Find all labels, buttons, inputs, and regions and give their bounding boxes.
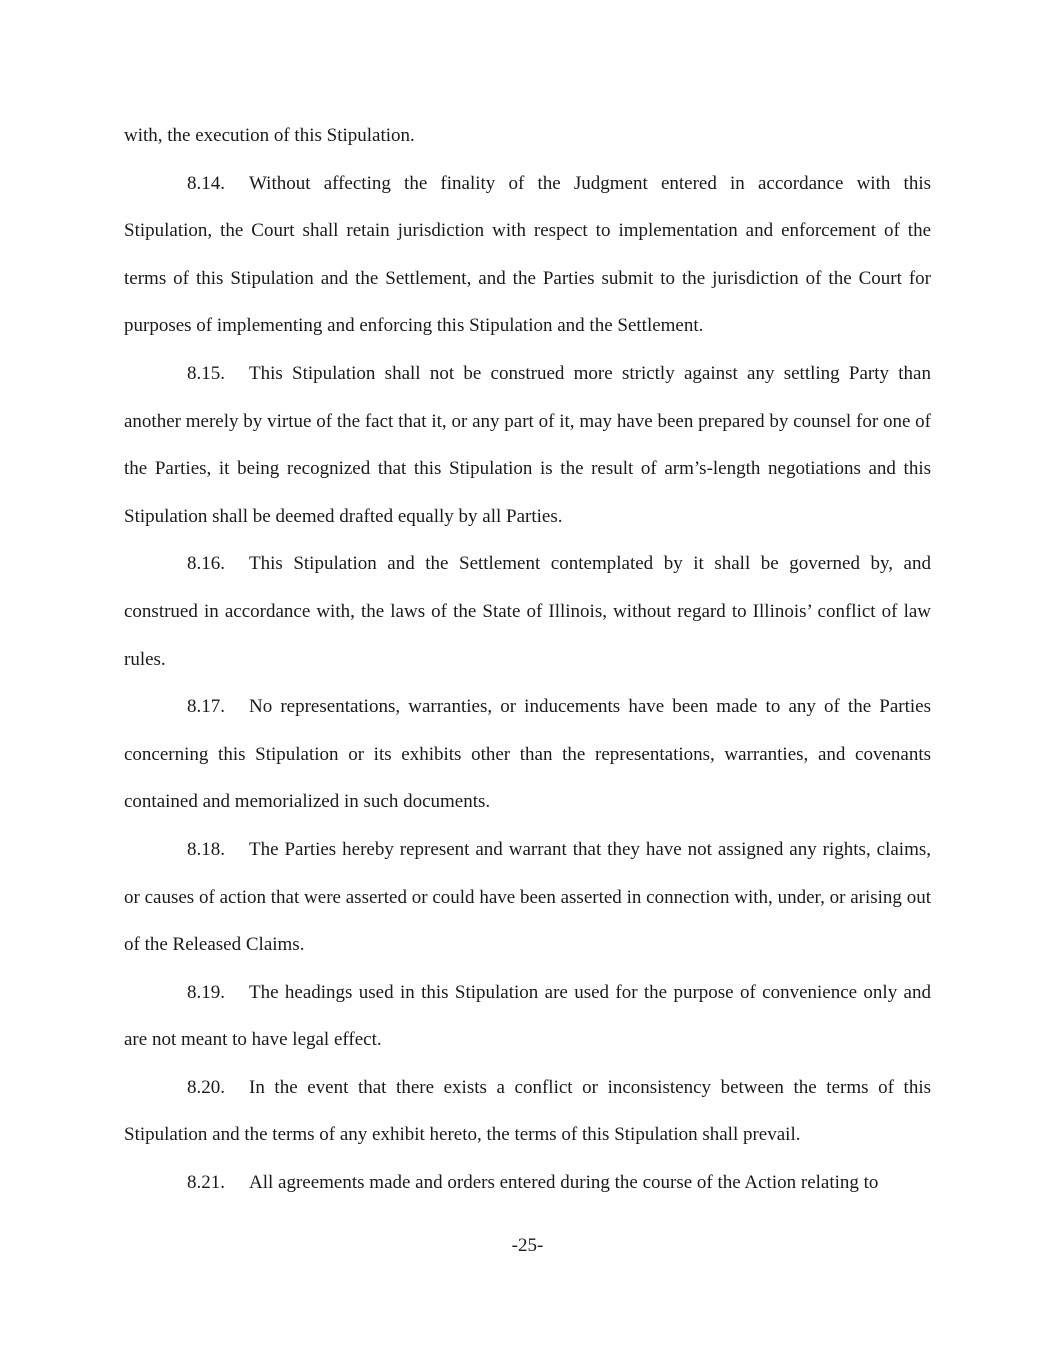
paragraph-8-19	[124, 969, 931, 1064]
paragraph-text: No representations, warranties, or inducements have been made to any of the Parties concerning this Stipulation or its exhibits other than the representations, warranties, and covenants contained and memorialized in such documents.	[124, 696, 931, 813]
paragraph-text: This Stipulation shall not be construed more strictly against any settling Party than another merely by virtue of the fact that it, or any part of it, may have been prepared by counsel for one of the Parties, it being recognized that this Stipulation is the result of arm’s-length negotiations and this Stipulation shall be deemed drafted equally by all Parties.	[124, 362, 931, 527]
paragraph-8-17	[124, 683, 931, 826]
paragraph-8-16	[124, 540, 931, 683]
continuation-paragraph: with, the execution of this Stipulation.	[124, 125, 415, 146]
paragraph-text: The headings used in this Stipulation are used for the purpose of convenience only and are not meant to have legal effect.	[124, 981, 931, 1051]
paragraph-number: 8.15.	[187, 362, 225, 384]
paragraph-text: All agreements made and orders entered during the course of the Action relating to	[249, 1172, 879, 1194]
paragraph-number: 8.17.	[187, 696, 225, 718]
paragraph-8-21	[124, 1159, 931, 1207]
paragraph-number: 8.21.	[187, 1172, 225, 1194]
paragraph-8-14	[124, 160, 931, 350]
paragraph-text: The Parties hereby represent and warrant that they have not assigned any rights, claims, or causes of action that were asserted or could have been asserted in connection with, under, or arising out of the Released Claims.	[124, 838, 931, 956]
paragraph-number: 8.18.	[187, 838, 225, 860]
paragraph-number: 8.20.	[187, 1076, 225, 1098]
paragraph-number: 8.19.	[187, 981, 225, 1003]
paragraph-number: 8.14.	[187, 172, 225, 194]
document-body	[124, 112, 931, 1207]
paragraph-text: This Stipulation and the Settlement contemplated by it shall be governed by, and construed in accordance with, the laws of the State of Illinois, without regard to Illinois’ conflict of law rules.	[124, 553, 931, 670]
page-number: -25-	[511, 1235, 544, 1256]
paragraph-text: Without affecting the finality of the Judgment entered in accordance with this Stipulation, the Court shall retain jurisdiction with respect to implementation and enforcement of the terms of this Stipulation and the Settlement, and the Parties submit to the jurisdiction of the Court for purposes of implementing and enforcing this Stipulation and the Settlement.	[124, 172, 931, 337]
paragraph-8-18	[124, 826, 931, 969]
paragraph-8-20	[124, 1064, 931, 1159]
paragraph-number: 8.16.	[187, 553, 225, 575]
paragraph-8-15	[124, 350, 931, 540]
paragraph-text: In the event that there exists a conflict or inconsistency between the terms of this Stipulation and the terms of any exhibit hereto, the terms of this Stipulation shall prevail.	[124, 1076, 931, 1146]
